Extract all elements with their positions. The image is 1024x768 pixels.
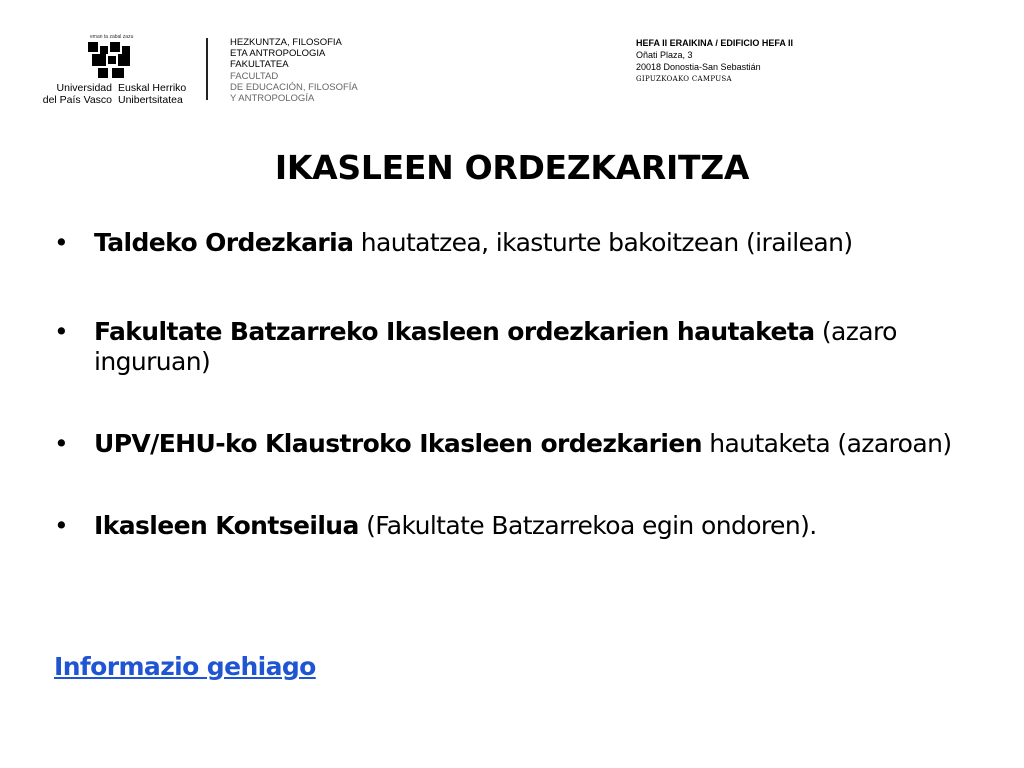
faculty-name-es [230,71,358,104]
street-address: Oñati Plaza, 3 [636,50,693,60]
bullet-text: hautaketa (azaroan) [701,429,952,458]
faculty-es-line: Y ANTROPOLOGÍA [230,93,315,104]
faculty-eu-line: HEZKUNTZA, FILOSOFIA [230,37,342,48]
bullet-text: hautatzea, ikasturte bakoitzean (irailean) [353,228,853,257]
university-name-es [32,82,112,106]
bullet-bold-text: Fakultate Batzarreko Ikasleen ordezkarien hautaketa [94,317,815,346]
list-item [54,228,954,258]
bullet-bold-text: Ikasleen Kontseilua [94,511,359,540]
faculty-name-eu [230,37,342,70]
bullet-text: (Fakultate Batzarrekoa egin ondoren). [358,511,817,540]
building-address [636,37,793,85]
slide-title: IKASLEEN ORDEZKARITZA [274,148,750,187]
university-name-es-line: del País Vasco [42,94,112,106]
bullet-bold-text: Taldeko Ordezkaria [94,228,354,257]
university-emblem-icon [88,42,134,80]
faculty-es-line: FACULTAD [230,71,279,82]
city-address: 20018 Donostia-San Sebastián [636,62,761,72]
university-name-eu-line: Unibertsitatea [118,94,183,106]
faculty-eu-line: FAKULTATEA [230,59,289,70]
university-name-eu-line: Euskal Herriko [118,82,187,94]
bullet-bold-text: UPV/EHU-ko Klaustroko Ikasleen ordezkarien [94,429,702,458]
list-item [54,429,954,459]
bullet-list [54,228,954,541]
university-logo [32,34,207,104]
campus-name: GIPUZKOAKO CAMPUSA [636,75,732,83]
list-item [54,317,954,377]
building-name: HEFA II ERAIKINA / EDIFICIO HEFA II [636,38,794,48]
university-name-eu [118,82,186,106]
more-info-link[interactable]: Informazio gehiago [54,652,316,681]
university-name-es-line: Universidad [56,82,112,94]
logo-motto: eman ta zabal zazu [90,34,134,40]
faculty-eu-line: ETA ANTROPOLOGIA [230,48,326,59]
faculty-es-line: DE EDUCACIÓN, FILOSOFÍA [230,82,358,93]
list-item [54,511,954,541]
header-divider [206,38,208,100]
bullet-text: (azaro inguruan) [94,317,897,376]
